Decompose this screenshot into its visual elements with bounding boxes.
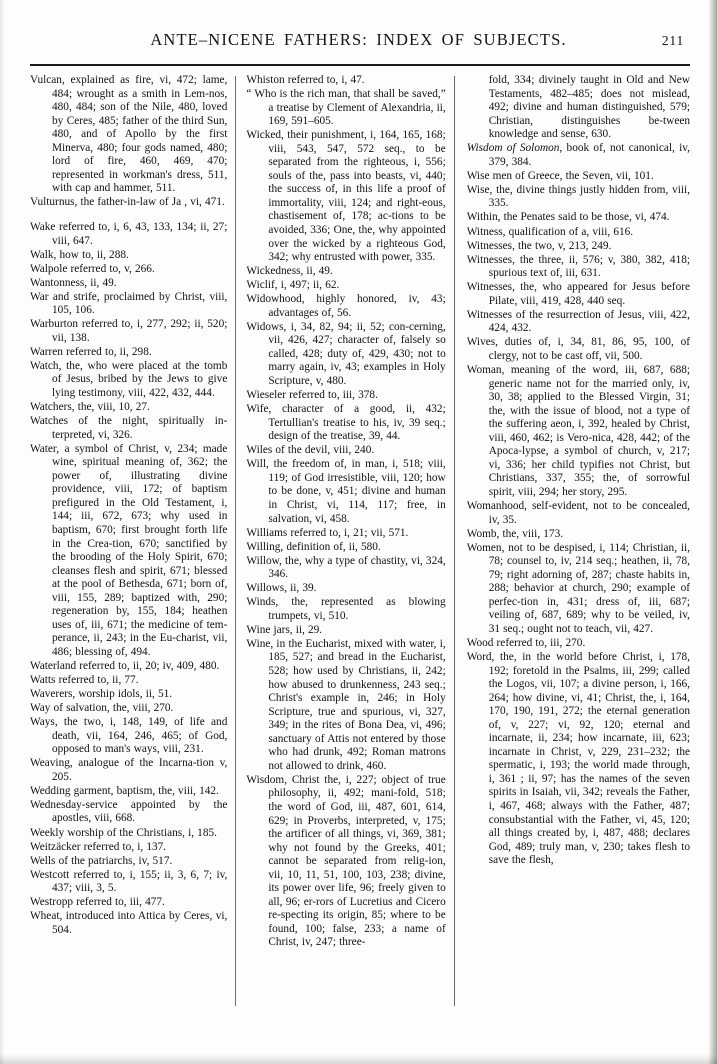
index-entry: Whiston referred to, i, 47. (246, 74, 365, 86)
index-entry: Witness, qualification of a, viii, 616. (466, 225, 634, 238)
index-entry: Walpole referred to, v, 266. (30, 262, 155, 275)
index-entry: Wells of the patriarchs, iv, 517. (30, 854, 173, 867)
index-entry: Will, the freedom of, in man, i, 518; viii, 119; of God irresistible, viii, 120; how to be done, v, 451; divine and human in Christ, vi, 114, 117; free, in salvation, vi, 458. (246, 458, 446, 525)
index-entry: Warren referred to, ii, 298. (30, 345, 152, 358)
index-entry: Womb, the, viii, 173. (466, 527, 564, 540)
index-entry: Wantonness, ii, 49. (30, 276, 117, 289)
index-entry: Wife, character of a good, ii, 432; Tertullian's treatise to his, iv, 39 seq.; design of the treatise, 39, 44. (246, 403, 446, 443)
index-entry: Wisdom of Solomon, book of, not canonical, iv, 379, 384. (466, 142, 690, 168)
index-entry: Ways, the two, i, 148, 149, of life and death, vii, 164, 246, 465; of God, opposed to man's ways, viii, 231. (30, 716, 228, 756)
index-entry: Weekly worship of the Christians, i, 185. (30, 826, 217, 839)
index-columns (30, 74, 690, 1024)
index-entry: Vulturnus, the father-in-law of Ja , vi, 471. (30, 196, 225, 209)
index-entry: Vulcan, explained as fire, vi, 472; lame, 484; wrought as a smith in Lem-nos, 480, 484; son of the Nile, 480, loved by Ceres, 485; father of the third Sun, 480, and of Apollo by the first Minerva, 480; four gods named, 480; lord of fire, 460, 469, 470; represented in workman's dress, 511, with cap and hammer, 511. (30, 74, 228, 195)
scan-edge-bottom (0, 1054, 717, 1064)
column-divider-2 (454, 76, 455, 1006)
index-entry: Watchers, the, viii, 10, 27. (30, 401, 150, 414)
index-entry: Wedding garment, baptism, the, viii, 142. (30, 784, 219, 797)
index-entry: Wine, in the Eucharist, mixed with water, i, 185, 527; and bread in the Eucharist, 528; how used by Christians, ii, 242; how abused to drunkenness, 243 seq.; Christ's example in, 246; in Holy Scripture, true and spurious, vi, 327, 349; in the rites of Bona Dea, vi, 496; sanctuary of Attis not entered by those who had drunk, 492; Roman matrons not allowed to drink, 460. (246, 637, 446, 772)
index-entry: Witnesses of the resurrection of Jesus, viii, 422, 424, 432. (466, 308, 690, 335)
index-entry: fold, 334; divinely taught in Old and New Testaments, 482–485; does not mislead, 492; divine and human distinguished, 579; Christian, distinguishes be-tween knowledge and sense, 630. (488, 74, 690, 141)
index-entry: Water, a symbol of Christ, v, 234; made wine, spiritual meaning of, 362; the power of, illustrating divine providence, viii, 172; of baptism prefigured in the Old Testament, i, 144; iii, 672, 673; why used in baptism, 670; first brought forth life in the Crea-tion, 670; sanctified by the brooding of the Holy Spirit, 670; cleanses flesh and spirit, 671; blessed at the pool of Bethesda, 671; born of, viii, 155, 289; baptized with, 290; regeneration by, 155, 184; heathen uses of, iii, 671; the medicine of tem-perance, ii, 243; in the Eu-charist, vii, 486; blessing of, 494. (30, 442, 228, 658)
index-entry: Warburton referred to, i, 277, 292; ii, 520; vii, 138. (30, 318, 228, 344)
index-entry: Wine jars, ii, 29. (246, 623, 323, 636)
index-entry: Way of salvation, the, viii, 270. (30, 702, 174, 715)
index-entry: Wise men of Greece, the Seven, vii, 101. (466, 169, 654, 182)
index-entry: “ Who is the rich man, that shall be saved,” a treatise by Clement of Alexandria, ii, 169, 591–605. (246, 88, 446, 128)
index-column-3 (455, 74, 690, 1024)
scan-edge-right (708, 0, 717, 1064)
index-entry: Woman, meaning of the word, iii, 687, 688; generic name not for the married only, iv, 30, 38; applied to the Blessed Virgin, 31; the, with the issue of blood, not a type of the suffering aeon, i, 392, healed by Christ, viii, 460, 462; is Vero-nica, 428, 442; of the Apoca-lypse, a symbol of church, v, 217; vi, 336; her child typifies not Christ, but Christians, 337, 355; the, of sorrowful spirit, viii, 294; her story, 295. (466, 363, 690, 498)
index-entry: Wheat, introduced into Attica by Ceres, vi, 504. (30, 910, 228, 936)
index-entry: Willows, ii, 39. (246, 582, 317, 595)
index-entry: Womanhood, self-evident, not to be concealed, iv, 35. (466, 499, 690, 526)
index-entry: Wiles of the devil, viii, 240. (246, 444, 375, 457)
index-entry: Wickedness, ii, 49. (246, 265, 333, 278)
index-entry: Wieseler referred to, iii, 378. (246, 389, 378, 402)
index-entry: Waverers, worship idols, ii, 51. (30, 688, 173, 701)
index-column-1 (30, 74, 235, 1024)
index-entry: Willing, definition of, ii, 580. (246, 540, 381, 553)
index-entry: Wednesday-service appointed by the apostles, viii, 668. (30, 798, 228, 825)
index-entry: Willow, the, why a type of chastity, vi, 324, 346. (246, 554, 446, 581)
index-entry: Williams referred to, i, 21; vii, 571. (246, 526, 409, 539)
index-entry: Watts referred to, ii, 77. (30, 674, 139, 687)
page-number: 211 (661, 33, 684, 48)
index-entry: Wood referred to, iii, 270. (466, 636, 586, 649)
running-head (0, 30, 717, 56)
header-rule (30, 64, 690, 66)
index-entry: Wake referred to, i, 6, 43, 133, 134; ii, 27; viii, 647. (30, 220, 228, 247)
index-entry: Wicked, their punishment, i, 164, 165, 168; viii, 543, 547, 572 seq., to be separated from the righteous, i, 556; souls of the, pass into beasts, vi, 440; the success of, in this life a proof of immortality, viii, 124; and right-eous, chastisement of, 178; ac-tions to be avoided, 336; One, the, why appointed over the wicked by a righteous God, 342; why entrusted with power, 335. (246, 129, 446, 264)
index-entry: Westcott referred to, i, 155; ii, 3, 6, 7; iv, 437; viii, 3, 5. (30, 868, 228, 895)
index-entry: Witnesses, the, who appeared for Jesus before Pilate, viii, 419, 428, 440 seq. (466, 281, 690, 307)
index-entry: Wiclif, i, 497; ii, 62. (246, 279, 340, 292)
index-entry: War and strife, proclaimed by Christ, viii, 105, 106. (30, 290, 228, 317)
column-divider-1 (235, 76, 236, 1006)
index-entry: Wisdom, Christ the, i, 227; object of true philosophy, ii, 492; mani-fold, 518; the word of God, iii, 487, 601, 614, 629; in Proverbs, interpreted, v, 175; the artificer of all things, vi, 369, 381; why not found by the Greeks, 401; cannot be separated from relig-ion, vii, 10, 11, 51, 100, 103, 238; divine, its power over life, 96; freely given to all, 96; er-rors of Lucretius and Cicero re-specting its origin, 85; where to be found, 100; false, 233; a name of Christ, iv, 247; three- (246, 773, 446, 949)
index-entry: Witnesses, the two, v, 213, 249. (466, 239, 612, 252)
index-entry: Winds, the, represented as blowing trumpets, vi, 510. (246, 596, 446, 622)
index-entry: Women, not to be despised, i, 114; Christian, ii, 78; counsel to, iv, 214 seq.; heathen, ii, 78, 79; right adorning of, 287; chaste habits in, 288; behavior at church, 290; example of perfec-tion in, 431; dress of, iii, 687; veiling of, 687, 689; why to be veiled, iv, 31 seq.; ought not to teach, vii, 427. (466, 541, 690, 635)
index-entry: Wives, duties of, i, 34, 81, 86, 95, 100, of clergy, not to be cast off, vii, 500. (466, 336, 690, 362)
index-entry: Weitzäcker referred to, i, 137. (30, 840, 167, 853)
index-entry: Widowhood, highly honored, iv, 43; advantages of, 56. (246, 293, 446, 319)
italic-title: Wisdom of Solomon (466, 142, 560, 155)
index-entry: Word, the, in the world before Christ, i, 178, 192; foretold in the Psalms, iii, 299; called the Logos, vii, 107; a divine person, i, 166, 264; how divine, vi, 41; Christ, the, i, 164, 170, 190, 191, 272; the eternal generation of, v, 227; vi, 92, 120; eternal and incarnate, ii, 234; how incarnate, iii, 623; incarnate in Christ, v, 229, 231–232; the spermatic, i, 193; the world made through, i, 361 ; ii, 97; has the names of the seven spirits in Isaiah, vii, 342; reveals the Father, i, 467, 468; always with the Father, 487; consubstantial with the Father, vi, 45, 120; all things created by, i, 487, 488; declares God, 489; truly man, v, 230; takes flesh to save the flesh, (466, 650, 690, 867)
index-entry: Watches of the night, spiritually in-terpreted, vi, 326. (30, 415, 228, 441)
index-entry: Walk, how to, ii, 288. (30, 248, 129, 261)
index-entry: Westropp referred to, iii, 477. (30, 896, 165, 909)
index-entry: Within, the Penates said to be those, vi, 474. (466, 211, 670, 224)
index-entry: Wise, the, divine things justly hidden from, viii, 335. (466, 183, 690, 210)
index-entry: Watch, the, who were placed at the tomb of Jesus, bribed by the Jews to give lying testimony, viii, 422, 432, 444. (30, 359, 228, 400)
index-entry: Waterland referred to, ii, 20; iv, 409, 480. (30, 659, 220, 672)
scan-edge-left (0, 0, 5, 1064)
page-title: ANTE–NICENE FATHERS: INDEX OF SUBJECTS. (150, 30, 567, 49)
index-entry: Weaving, analogue of the Incarna-tion v, 205. (30, 757, 228, 783)
index-entry: Witnesses, the three, ii, 576; v, 380, 382, 418; spurious text of, iii, 631. (466, 253, 690, 280)
index-column-2 (236, 74, 453, 1024)
index-entry: Widows, i, 34, 82, 94; ii, 52; con-cerning, vii, 426, 427; character of, falsely so called, 428; duty of, 429, 430; not to marry again, iv, 43; examples in Holy Scripture, v, 480. (246, 320, 446, 388)
